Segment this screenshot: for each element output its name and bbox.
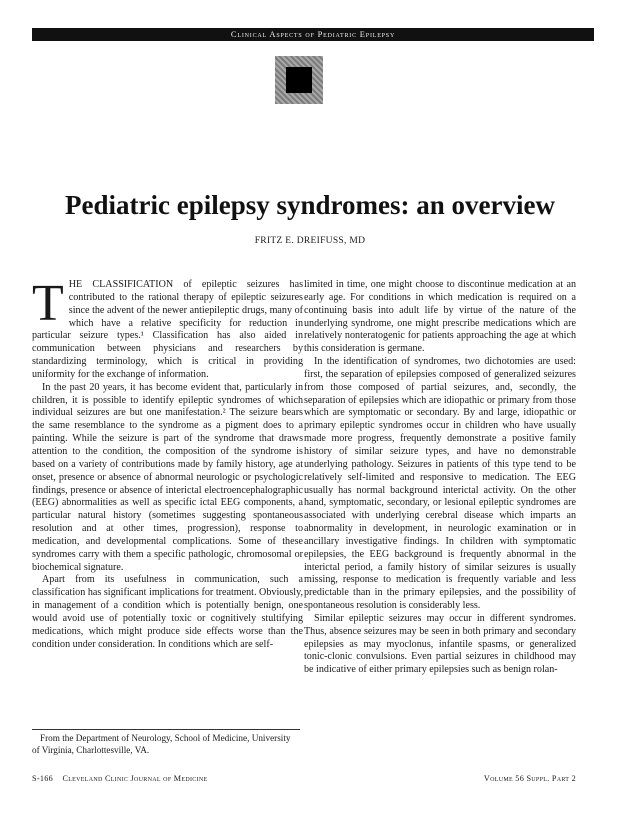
footnote: From the Department of Neurology, School of Medicine, University of Virginia, Charlottesville, VA.	[32, 733, 291, 755]
author-byline: FRITZ E. DREIFUSS, MD	[254, 236, 366, 246]
paragraph-text: of epileptic seizures has contributed to the rational therapy of epileptic seizures since the advent of the newer antiepileptic drugs, many of which have a relative specificity for reduction in particular seizure types.¹ Classification has also aided in communication between physicians and researchers by standardizing terminology, which is critical in providing uniformity for the exchange of information.	[32, 279, 304, 380]
footer-volume: Volume 56 Suppl. Part 2	[483, 774, 576, 783]
journal-logo-icon	[275, 56, 323, 104]
paragraph	[32, 275, 304, 382]
footnote-divider	[32, 729, 300, 730]
paragraph: Apart from its usefulness in communication, such a classification has significant implications for treatment. Obviously, in management of a condition which is potentially benign, one would avoid use of potentially toxic or cognitively stultifying medications, which might produce side effects worse than the condition under consideration. In conditions which are self-	[32, 574, 303, 650]
article-title: Pediatric epilepsy syndromes: an overview	[65, 190, 555, 220]
paragraph: limited in time, one might choose to discontinue medication at an early age. For conditions in which medication is required on a continuing basis into adult life by virtue of the nature of the underlying syndrome, one might prescribe medications which are relatively nonteratogenic for patients approaching the age at which this consideration is germane.	[304, 279, 576, 355]
right-column	[304, 279, 576, 677]
paragraph: In the identification of syndromes, two dichotomies are used: first, the separation of epilepsies composed of generalized seizures from those composed of partial seizures, and, secondly, the separation of epilepsies which are idiopathic or primary from those which are symptomatic or secondary. By and large, idiopathic or primary epileptic syndromes occur in children who have usually made more progress, frequently demonstrate a positive family history of similar seizure types, and have no demonstrable underlying pathology. Seizures in patients of this type tend to be relatively self-limited and responsive to medication. The EEG usually has normal background interictal activity. On the other hand, symptomatic, secondary, or lesional epileptic syndromes are associated with underlying cerebral disease which imparts an abnormality in development, in neurologic examination or in ancillary investigative findings. In children with symptomatic epilepsies, the EEG background is frequently abnormal in the interictal period, a family history of similar seizures is usually missing, response to medication is frequently variable and less predictable than in the primary epilepsies, and the possibility of spontaneous resolution is considerably less.	[304, 356, 576, 612]
paragraph: In the past 20 years, it has become evident that, particularly in children, it is possible to identify epileptic syndromes of which individual seizures are but one manifestation.² The seizure bears the same resemblance to the syndrome as a pigment does to a painting. While the seizure is part of the syndrome that draws attention to the condition, the composition of the syndrome is based on a variety of contributions made by family history, age at onset, presence or absence of abnormal neurologic or psychologic findings, presence or absence of interictal electroencephalographic (EEG) abnormalities as well as specific ictal EEG components, a particular natural history (sometimes suggesting spontaneous resolution and at other times, progression), response to medication, and developmental complications. Some of these syndromes carry with them a specific pathologic, chromosomal or biochemical signature.	[32, 381, 303, 573]
left-column	[32, 275, 304, 651]
lead-smallcaps: HE CLASSIFICATION	[68, 279, 174, 290]
running-header	[32, 28, 594, 41]
running-title: Clinical Aspects of Pediatric Epilepsy	[230, 29, 396, 39]
paragraph: Similar epileptic seizures may occur in different syndromes. Thus, absence seizures may be seen in both primary and secondary epilepsies as may myoclonus, infantile spasms, or generalized tonic-clonic convulsions. Even partial seizures in childhood may be indicative of either primary epilepsies such as benign rolan-	[304, 612, 576, 676]
footer-page-journal: S-166 Cleveland Clinic Journal of Medicine	[32, 774, 208, 783]
drop-cap: T	[32, 275, 64, 332]
